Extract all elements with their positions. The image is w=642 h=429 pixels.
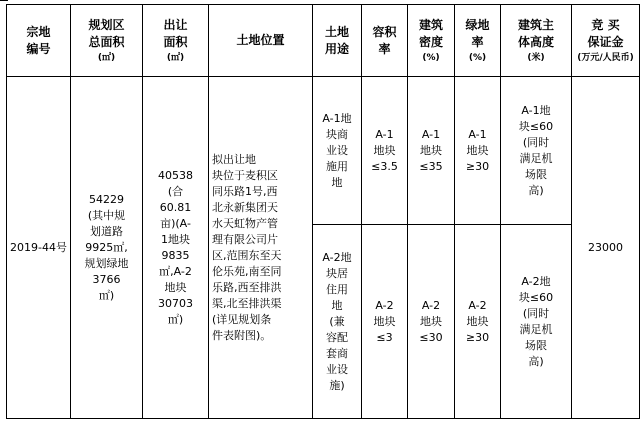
header-row (7, 5, 640, 77)
header-far: 容积 率 (362, 5, 408, 77)
cell-location: 拟出让地 块位于麦积区 同乐路1号,西 北永新集团天 水天虹物产管 理有限公司片 区,范围东至天 伦乐苑,南至同 乐路,西至排洪 渠,北至排洪渠 (详见规划条 件表附图)。 (209, 77, 313, 419)
cell-sale-area: 40538 (合 60.81 亩)(A- 1地块 9835 ㎡,A-2 地块 30703 ㎡) (143, 77, 209, 419)
cell-a1-far: A-1 地块 ≤3.5 (362, 77, 408, 225)
header-sale-area: 出让 面积 (㎡) (143, 5, 209, 77)
top-rule (0, 0, 8, 1)
cell-a1-density: A-1 地块 ≤35 (408, 77, 455, 225)
header-total-area: 规划区 总面积 (㎡) (71, 5, 143, 77)
cell-a2-density: A-2 地块 ≤30 (408, 225, 455, 419)
cell-a1-use: A-1地 块商 业设 施用 地 (313, 77, 362, 225)
header-height: 建筑主 体高度 (米) (501, 5, 572, 77)
header-green-rate: 绿地 率 (%) (455, 5, 501, 77)
cell-a2-green: A-2 地块 ≥30 (455, 225, 501, 419)
data-row-a1 (7, 77, 640, 225)
cell-a2-use: A-2地 块居 住用 地 (兼 容配 套商 业设 施) (313, 225, 362, 419)
header-land-use: 土地 用途 (313, 5, 362, 77)
cell-deposit: 23000 (572, 77, 640, 419)
header-density: 建筑 密度 (%) (408, 5, 455, 77)
cell-a1-height: A-1地 块≤60 (同时 满足机 场限 高) (501, 77, 572, 225)
header-location: 土地位置 (209, 5, 313, 77)
cell-a2-height: A-2地 块≤60 (同时 满足机 场限 高) (501, 225, 572, 419)
cell-a1-green: A-1 地块 ≥30 (455, 77, 501, 225)
cell-a2-far: A-2 地块 ≤3 (362, 225, 408, 419)
land-parcel-table (6, 4, 640, 419)
cell-parcel-no: 2019-44号 (7, 77, 71, 419)
header-parcel-no: 宗地 编号 (7, 5, 71, 77)
cell-total-area: 54229 (其中规 划道路 9925㎡, 规划绿地 3766 ㎡) (71, 77, 143, 419)
header-deposit: 竞 买 保证金 (万元/人民币) (572, 5, 640, 77)
